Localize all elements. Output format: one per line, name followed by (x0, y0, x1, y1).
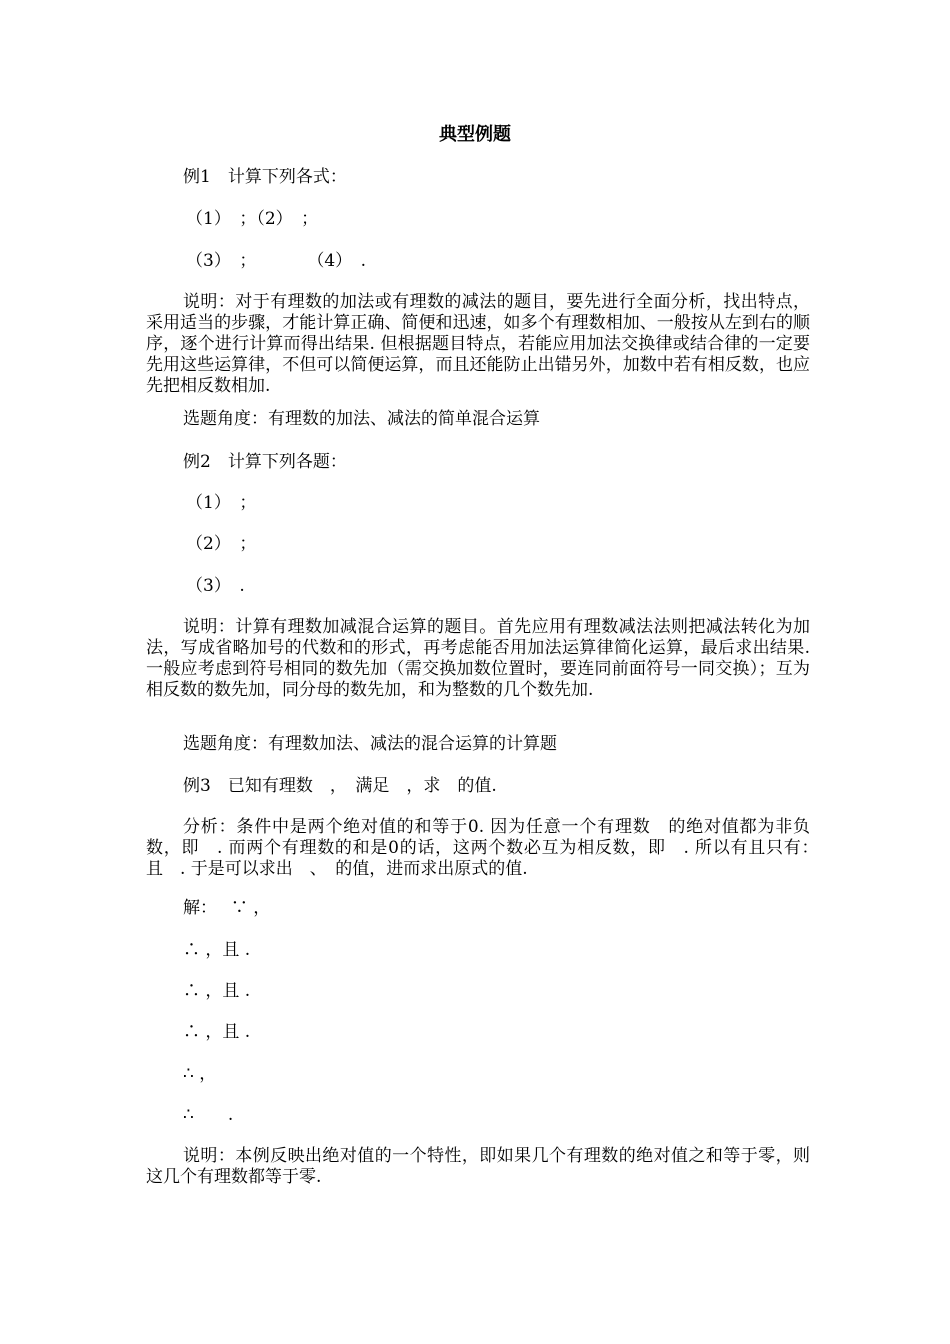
solution-line: ∴ ， (183, 1064, 217, 1084)
example-2-note: 说明：计算有理数加减混合运算的题目。首先应用有理数减法法则把减法转化为加法，写成省略加号的代数和的形式，再考虑能否用加法运算律简化运算，最后求出结果. 一般应考虑到符号相同的数先加（需交换加数位置时，要连同前面符号一同交换）；互为相反数的数先加，同分母的数先加，和为整数的几个数先加. (146, 617, 810, 700)
example-2-item: （1） ； (186, 493, 257, 513)
example-2-item: （2） ； (186, 534, 257, 554)
example-3-analysis: 分析：条件中是两个绝对值的和等于0. 因为任意一个有理数 的绝对值都为非负数，即 . 而两个有理数的和是0的话，这两个数必互为相反数，即 . 所以有且只有： 且 . 于是可以求出 、 的值，进而求出原式的值. (146, 817, 827, 879)
example-1-item: （1） ；（2） ； (186, 209, 319, 229)
solution-line: ∴ . (183, 1105, 234, 1125)
example-1-angle: 选题角度：有理数的加法、减法的简单混合运算 (183, 409, 540, 429)
example-1-note: 说明：对于有理数的加法或有理数的减法的题目，要先进行全面分析，找出特点，采用适当的步骤，才能计算正确、简便和迅速，如多个有理数相加、一般按从左到右的顺序，逐个进行计算而得出结果. 但根据题目特点，若能应用加法交换律或结合律的一定要先用这些运算律，不但可以简便运算，而且还能防止出错另外，加数中若有相反数，也应先把相反数相加. (146, 292, 810, 396)
solution-line: ∴ ，且 . (183, 981, 251, 1001)
example-3-note: 说明：本例反映出绝对值的一个特性，即如果几个有理数的绝对值之和等于零，则这几个有理数都等于零. (146, 1146, 810, 1187)
page-title: 典型例题 (439, 124, 511, 145)
solution-line: ∴ ，且 . (183, 1022, 251, 1042)
example-1-heading: 例1 计算下列各式： (183, 167, 347, 187)
solution-line: ∴ ，且 . (183, 940, 251, 960)
example-2-angle: 选题角度：有理数加法、减法的混合运算的计算题 (183, 734, 557, 754)
solution-line: 解： ∵ ， (183, 898, 271, 918)
example-3-heading: 例3 已知有理数 ， 满足 ，求 的值. (183, 776, 497, 796)
example-2-heading: 例2 计算下列各题： (183, 452, 347, 472)
example-1-item: （3） ； （4） . (186, 251, 367, 271)
example-2-item: （3） . (186, 576, 245, 596)
